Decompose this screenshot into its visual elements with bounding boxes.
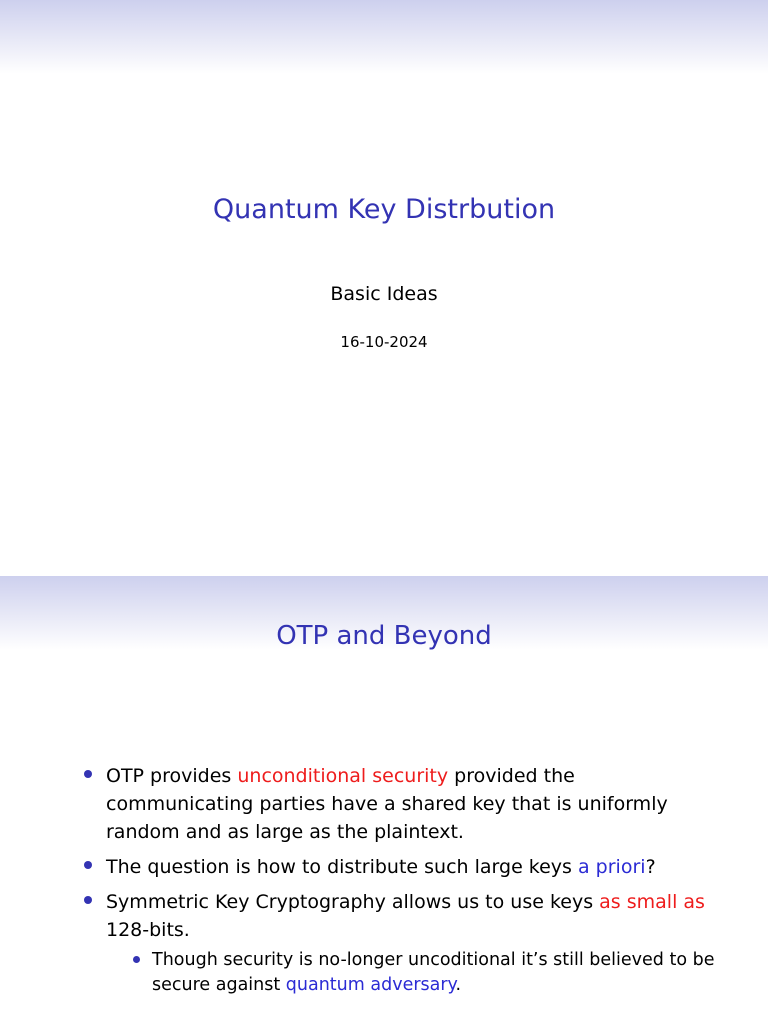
list-item [80,888,720,998]
list-item-text: OTP provides unconditional security provided the communicating parties have a shared key that is uniformly random and as large as the plaintext. [106,765,668,843]
list-item [80,762,720,846]
presentation-subtitle: Basic Ideas [330,283,438,305]
content-slide [0,576,768,1024]
presentation-title: Quantum Key Distrbution [212,194,556,225]
alert-text: unconditional security [237,765,449,787]
list-item-text: The question is how to distribute such large keys a priori? [106,856,656,878]
sub-list-item-text: Though security is no-longer uncoditional it’s still believed to be secure against quantum adversary. [152,950,715,995]
list-item-text: Symmetric Key Cryptography allows us to use keys as small as 128-bits. [106,891,705,941]
list-item [80,853,720,881]
sub-list-item [132,948,720,998]
sub-bullet-icon [133,956,140,963]
emphasis-text: a priori [578,856,646,878]
bullet-list [80,762,720,1005]
emphasis-text: quantum adversary [285,975,456,995]
bullet-icon [84,861,92,869]
presentation-date: 16-10-2024 [340,333,428,351]
slide-title: OTP and Beyond [276,621,492,651]
bullet-icon [84,770,92,778]
sub-bullet-list [106,948,720,998]
header-gradient-band [0,0,768,74]
bullet-icon [84,896,92,904]
alert-text: as small as [599,891,705,913]
